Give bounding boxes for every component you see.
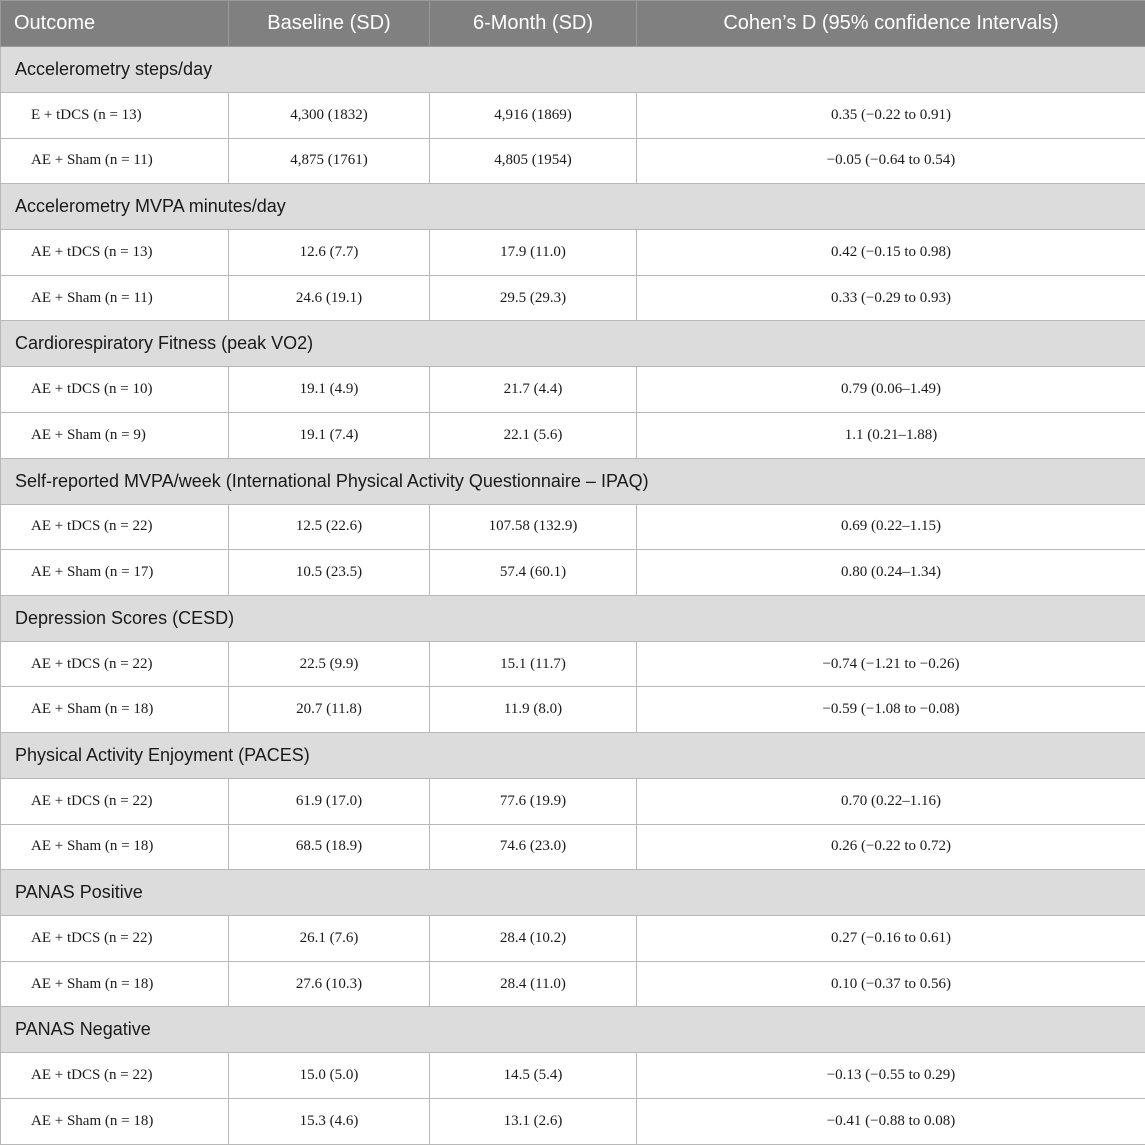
baseline-cell: 68.5 (18.9): [229, 824, 430, 870]
baseline-cell: 27.6 (10.3): [229, 961, 430, 1007]
baseline-cell: 19.1 (4.9): [229, 367, 430, 413]
section-row: [1, 1007, 1145, 1053]
section-title: PANAS Positive: [1, 870, 1145, 916]
baseline-cell: 12.5 (22.6): [229, 504, 430, 550]
baseline-cell: 24.6 (19.1): [229, 275, 430, 321]
six-month-cell: 21.7 (4.4): [430, 367, 637, 413]
six-month-cell: 28.4 (10.2): [430, 916, 637, 962]
section-row: [1, 458, 1145, 504]
group-cell: AE + Sham (n = 11): [1, 138, 229, 184]
section-title: Accelerometry MVPA minutes/day: [1, 184, 1145, 230]
cohens-d-cell: 0.79 (0.06–1.49): [637, 367, 1145, 413]
cohens-d-cell: 0.10 (−0.37 to 0.56): [637, 961, 1145, 1007]
table-row: [1, 504, 1145, 550]
six-month-cell: 57.4 (60.1): [430, 550, 637, 596]
cohens-d-cell: −0.41 (−0.88 to 0.08): [637, 1098, 1145, 1144]
section-row: [1, 184, 1145, 230]
section-title: Cardiorespiratory Fitness (peak VO2): [1, 321, 1145, 367]
group-cell: AE + tDCS (n = 22): [1, 916, 229, 962]
cohens-d-cell: −0.59 (−1.08 to −0.08): [637, 687, 1145, 733]
baseline-cell: 10.5 (23.5): [229, 550, 430, 596]
table-row: [1, 550, 1145, 596]
baseline-cell: 26.1 (7.6): [229, 916, 430, 962]
group-cell: AE + Sham (n = 18): [1, 961, 229, 1007]
section-row: [1, 732, 1145, 778]
group-cell: AE + tDCS (n = 22): [1, 1053, 229, 1099]
cohens-d-cell: −0.05 (−0.64 to 0.54): [637, 138, 1145, 184]
baseline-cell: 15.3 (4.6): [229, 1098, 430, 1144]
cohens-d-cell: 1.1 (0.21–1.88): [637, 412, 1145, 458]
cohens-d-cell: 0.69 (0.22–1.15): [637, 504, 1145, 550]
cohens-d-cell: 0.42 (−0.15 to 0.98): [637, 230, 1145, 276]
group-cell: AE + tDCS (n = 22): [1, 504, 229, 550]
header-baseline: Baseline (SD): [229, 1, 430, 47]
table-row: [1, 275, 1145, 321]
group-cell: AE + Sham (n = 17): [1, 550, 229, 596]
section-row: [1, 595, 1145, 641]
cohens-d-cell: 0.33 (−0.29 to 0.93): [637, 275, 1145, 321]
table-row: [1, 367, 1145, 413]
group-cell: AE + Sham (n = 18): [1, 687, 229, 733]
six-month-cell: 29.5 (29.3): [430, 275, 637, 321]
cohens-d-cell: 0.80 (0.24–1.34): [637, 550, 1145, 596]
baseline-cell: 4,875 (1761): [229, 138, 430, 184]
baseline-cell: 61.9 (17.0): [229, 778, 430, 824]
table-header: [1, 1, 1145, 47]
table-row: [1, 1053, 1145, 1099]
baseline-cell: 19.1 (7.4): [229, 412, 430, 458]
group-cell: AE + Sham (n = 18): [1, 824, 229, 870]
section-title: Accelerometry steps/day: [1, 47, 1145, 93]
table-row: [1, 824, 1145, 870]
cohens-d-cell: 0.27 (−0.16 to 0.61): [637, 916, 1145, 962]
cohens-d-cell: 0.70 (0.22–1.16): [637, 778, 1145, 824]
header-cohens-d: Cohen’s D (95% confidence Intervals): [637, 1, 1145, 47]
group-cell: AE + Sham (n = 18): [1, 1098, 229, 1144]
table-row: [1, 778, 1145, 824]
six-month-cell: 22.1 (5.6): [430, 412, 637, 458]
table-row: [1, 412, 1145, 458]
six-month-cell: 13.1 (2.6): [430, 1098, 637, 1144]
table-row: [1, 230, 1145, 276]
table-row: [1, 916, 1145, 962]
six-month-cell: 74.6 (23.0): [430, 824, 637, 870]
six-month-cell: 107.58 (132.9): [430, 504, 637, 550]
table-row: [1, 687, 1145, 733]
table-row: [1, 138, 1145, 184]
section-row: [1, 870, 1145, 916]
baseline-cell: 22.5 (9.9): [229, 641, 430, 687]
header-outcome: Outcome: [1, 1, 229, 47]
table-body: [1, 47, 1145, 1145]
six-month-cell: 4,916 (1869): [430, 93, 637, 139]
cohens-d-cell: 0.35 (−0.22 to 0.91): [637, 93, 1145, 139]
group-cell: E + tDCS (n = 13): [1, 93, 229, 139]
baseline-cell: 12.6 (7.7): [229, 230, 430, 276]
section-title: Depression Scores (CESD): [1, 595, 1145, 641]
table-row: [1, 1098, 1145, 1144]
header-six-month: 6-Month (SD): [430, 1, 637, 47]
six-month-cell: 4,805 (1954): [430, 138, 637, 184]
cohens-d-cell: −0.74 (−1.21 to −0.26): [637, 641, 1145, 687]
six-month-cell: 28.4 (11.0): [430, 961, 637, 1007]
section-title: PANAS Negative: [1, 1007, 1145, 1053]
baseline-cell: 20.7 (11.8): [229, 687, 430, 733]
group-cell: AE + tDCS (n = 13): [1, 230, 229, 276]
group-cell: AE + tDCS (n = 22): [1, 641, 229, 687]
six-month-cell: 14.5 (5.4): [430, 1053, 637, 1099]
group-cell: AE + tDCS (n = 22): [1, 778, 229, 824]
section-title: Self-reported MVPA/week (International Physical Activity Questionnaire – IPAQ): [1, 458, 1145, 504]
group-cell: AE + tDCS (n = 10): [1, 367, 229, 413]
baseline-cell: 15.0 (5.0): [229, 1053, 430, 1099]
section-title: Physical Activity Enjoyment (PACES): [1, 732, 1145, 778]
table-row: [1, 93, 1145, 139]
table-row: [1, 641, 1145, 687]
table-row: [1, 961, 1145, 1007]
header-row: [1, 1, 1145, 47]
cohens-d-cell: 0.26 (−0.22 to 0.72): [637, 824, 1145, 870]
six-month-cell: 15.1 (11.7): [430, 641, 637, 687]
six-month-cell: 11.9 (8.0): [430, 687, 637, 733]
six-month-cell: 77.6 (19.9): [430, 778, 637, 824]
baseline-cell: 4,300 (1832): [229, 93, 430, 139]
group-cell: AE + Sham (n = 9): [1, 412, 229, 458]
group-cell: AE + Sham (n = 11): [1, 275, 229, 321]
section-row: [1, 47, 1145, 93]
six-month-cell: 17.9 (11.0): [430, 230, 637, 276]
section-row: [1, 321, 1145, 367]
cohens-d-cell: −0.13 (−0.55 to 0.29): [637, 1053, 1145, 1099]
